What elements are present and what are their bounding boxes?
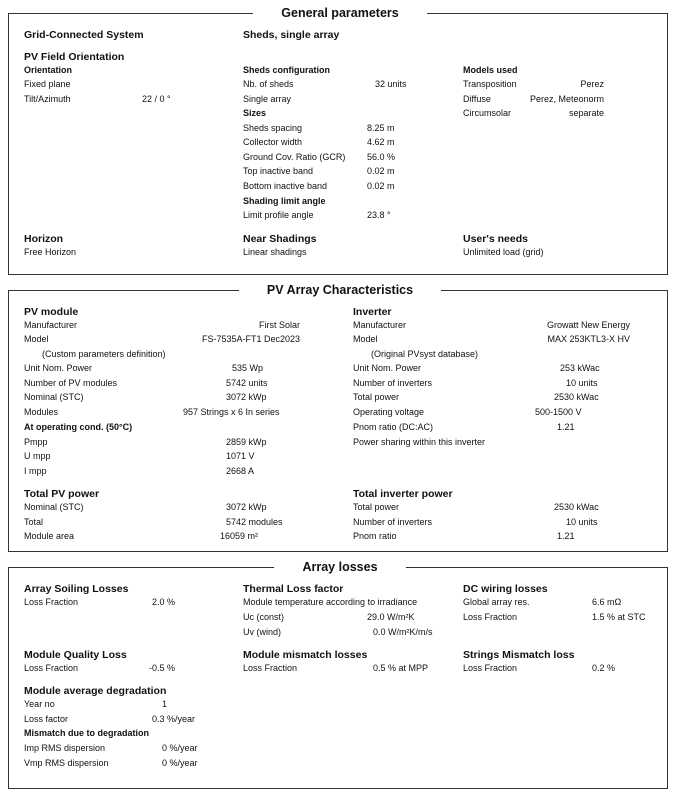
modules-value: 957 Strings x 6 In series <box>183 407 280 417</box>
limit-profile-label: Limit profile angle <box>243 210 314 220</box>
pv-field-orientation-heading: PV Field Orientation <box>24 51 125 63</box>
total-pv-nominal-value: 3072 kWp <box>226 502 267 512</box>
pmpp-label: Pmpp <box>24 437 48 447</box>
transposition-value: Perez <box>580 79 604 89</box>
total-inverter-power-heading: Total inverter power <box>353 488 453 500</box>
inverter-manufacturer-value: Growatt New Energy <box>546 320 630 330</box>
thermal-description: Module temperature according to irradiance <box>243 597 418 607</box>
strings-mismatch-value: 0.2 % <box>592 663 616 673</box>
orientation-label: Orientation <box>24 65 73 75</box>
operating-voltage-label: Operating voltage <box>353 407 425 417</box>
general-parameters-title: General parameters <box>0 6 680 20</box>
top-inactive-label: Top inactive band <box>243 166 314 176</box>
power-sharing: Power sharing within this inverter <box>353 437 486 447</box>
inverter-manufacturer-label: Manufacturer <box>353 320 407 330</box>
users-needs-heading: User's needs <box>463 233 528 245</box>
module-unit-power-label: Unit Nom. Power <box>24 363 93 373</box>
total-inverter-number-label: Number of inverters <box>353 517 433 527</box>
soiling-heading: Array Soiling Losses <box>24 583 129 595</box>
uc-label: Uc (const) <box>243 612 285 622</box>
module-unit-power-value: 535 Wp <box>232 363 264 373</box>
limit-profile-value: 23.8 ° <box>367 210 391 220</box>
circumsolar-value: separate <box>568 108 604 118</box>
vmp-rms-value: 0 %/year <box>162 758 198 768</box>
dc-wiring-res-value: 6.6 mΩ <box>592 597 622 607</box>
diffuse-label: Diffuse <box>463 94 491 104</box>
module-mismatch-heading: Module mismatch losses <box>243 649 368 661</box>
horizon-value: Free Horizon <box>24 247 77 257</box>
fixed-plane: Fixed plane <box>24 79 71 89</box>
total-pv-power-heading: Total PV power <box>24 488 100 500</box>
degradation-factor-value: 0.3 %/year <box>152 714 196 724</box>
inverter-model-label: Model <box>353 334 378 344</box>
gcr-value: 56.0 % <box>367 152 396 162</box>
nb-sheds-value: 32 units <box>375 79 407 89</box>
bottom-inactive-label: Bottom inactive band <box>243 181 328 191</box>
degradation-year-label: Year no <box>24 699 55 709</box>
near-shadings-value: Linear shadings <box>243 247 307 257</box>
module-quality-label: Loss Fraction <box>24 663 79 673</box>
dc-wiring-loss-value: 1.5 % at STC <box>592 612 646 622</box>
inverter-total-power-value: 2530 kWac <box>554 392 599 402</box>
transposition-label: Transposition <box>463 79 517 89</box>
users-needs-value: Unlimited load (grid) <box>463 247 544 257</box>
dc-wiring-res-label: Global array res. <box>463 597 530 607</box>
inverter-total-power-label: Total power <box>353 392 400 402</box>
nb-sheds-label: Nb. of sheds <box>243 79 294 89</box>
imp-rms-value: 0 %/year <box>162 743 198 753</box>
uv-label: Uv (wind) <box>243 627 282 637</box>
module-mismatch-value: 0.5 % at MPP <box>373 663 429 673</box>
system-type: Grid-Connected System <box>24 29 144 41</box>
operating-voltage-value: 500-1500 V <box>535 407 582 417</box>
pnom-ratio-label: Pnom ratio <box>353 531 397 541</box>
soiling-value: 2.0 % <box>152 597 176 607</box>
near-shadings-heading: Near Shadings <box>243 233 317 245</box>
module-area-label: Module area <box>24 531 75 541</box>
tilt-azimuth-value: 22 / 0 ° <box>142 94 171 104</box>
total-pv-nominal-label: Nominal (STC) <box>24 502 84 512</box>
module-area-value: 16059 m² <box>220 531 259 541</box>
dc-wiring-loss-label: Loss Fraction <box>463 612 518 622</box>
pv-array-title: PV Array Characteristics <box>0 283 680 297</box>
circumsolar-label: Circumsolar <box>463 108 512 118</box>
sheds-spacing-value: 8.25 m <box>367 123 395 133</box>
module-quality-value: -0.5 % <box>149 663 176 673</box>
inverter-number-label: Number of inverters <box>353 378 433 388</box>
module-nominal-label: Nominal (STC) <box>24 392 84 402</box>
bottom-inactive-value: 0.02 m <box>367 181 395 191</box>
inverter-unit-power-value: 253 kWac <box>560 363 600 373</box>
total-inverter-power-label: Total power <box>353 502 400 512</box>
module-number-value: 5742 units <box>226 378 268 388</box>
gcr-label: Ground Cov. Ratio (GCR) <box>243 152 346 162</box>
inverter-unit-power-label: Unit Nom. Power <box>353 363 422 373</box>
shading-limit-heading: Shading limit angle <box>243 196 326 206</box>
inverter-heading: Inverter <box>353 306 392 318</box>
total-inverter-power-value: 2530 kWac <box>554 502 599 512</box>
degradation-year-value: 1 <box>162 699 168 709</box>
module-nominal-value: 3072 kWp <box>226 392 267 402</box>
soiling-label: Loss Fraction <box>24 597 79 607</box>
total-pv-total-value: 5742 modules <box>226 517 283 527</box>
degradation-factor-label: Loss factor <box>24 714 69 724</box>
horizon-heading: Horizon <box>24 233 64 245</box>
total-pv-total-label: Total <box>24 517 44 527</box>
sizes-heading: Sizes <box>243 108 267 118</box>
single-array: Single array <box>243 94 292 104</box>
imp-rms-label: Imp RMS dispersion <box>24 743 106 753</box>
impp-label: I mpp <box>24 466 47 476</box>
module-mismatch-label: Loss Fraction <box>243 663 298 673</box>
degradation-heading: Module average degradation <box>24 685 167 697</box>
dc-wiring-heading: DC wiring losses <box>463 583 548 595</box>
array-losses-title: Array losses <box>0 560 680 574</box>
models-used-heading: Models used <box>463 65 518 75</box>
module-manufacturer-value: First Solar <box>258 320 300 330</box>
top-inactive-value: 0.02 m <box>367 166 395 176</box>
strings-mismatch-heading: Strings Mismatch loss <box>463 649 575 661</box>
diffuse-value: Perez, Meteonorm <box>529 94 604 104</box>
impp-value: 2668 A <box>226 466 255 476</box>
thermal-heading: Thermal Loss factor <box>243 583 344 595</box>
module-model-label: Model <box>24 334 49 344</box>
module-model-value: FS-7535A-FT1 Dec2023 <box>201 334 300 344</box>
inverter-number-value: 10 units <box>566 378 598 388</box>
pmpp-value: 2859 kWp <box>226 437 267 447</box>
sheds-spacing-label: Sheds spacing <box>243 123 303 133</box>
module-number-label: Number of PV modules <box>24 378 118 388</box>
total-inverter-number-value: 10 units <box>566 517 598 527</box>
array-type: Sheds, single array <box>243 29 340 41</box>
pnom-ratio-dcac-value: 1.21 <box>557 422 575 432</box>
sheds-config-heading: Sheds configuration <box>243 65 331 75</box>
pv-module-heading: PV module <box>24 306 79 318</box>
pnom-ratio-value: 1.21 <box>557 531 575 541</box>
inverter-model-value: MAX 253KTL3-X HV <box>547 334 630 344</box>
vmp-rms-label: Vmp RMS dispersion <box>24 758 109 768</box>
operating-cond-heading: At operating cond. (50°C) <box>24 422 133 432</box>
module-manufacturer-label: Manufacturer <box>24 320 78 330</box>
module-model-note: (Custom parameters definition) <box>42 349 166 359</box>
collector-width-value: 4.62 m <box>367 137 395 147</box>
strings-mismatch-label: Loss Fraction <box>463 663 518 673</box>
modules-label: Modules <box>24 407 59 417</box>
uv-value: 0.0 W/m²K/m/s <box>373 627 433 637</box>
collector-width-label: Collector width <box>243 137 303 147</box>
module-quality-heading: Module Quality Loss <box>24 649 127 661</box>
uc-value: 29.0 W/m²K <box>367 612 415 622</box>
pnom-ratio-dcac-label: Pnom ratio (DC:AC) <box>353 422 434 432</box>
tilt-azimuth-label: Tilt/Azimuth <box>24 94 71 104</box>
umpp-value: 1071 V <box>226 451 255 461</box>
mismatch-degradation-heading: Mismatch due to degradation <box>24 728 150 738</box>
umpp-label: U mpp <box>24 451 51 461</box>
inverter-model-note: (Original PVsyst database) <box>371 349 479 359</box>
